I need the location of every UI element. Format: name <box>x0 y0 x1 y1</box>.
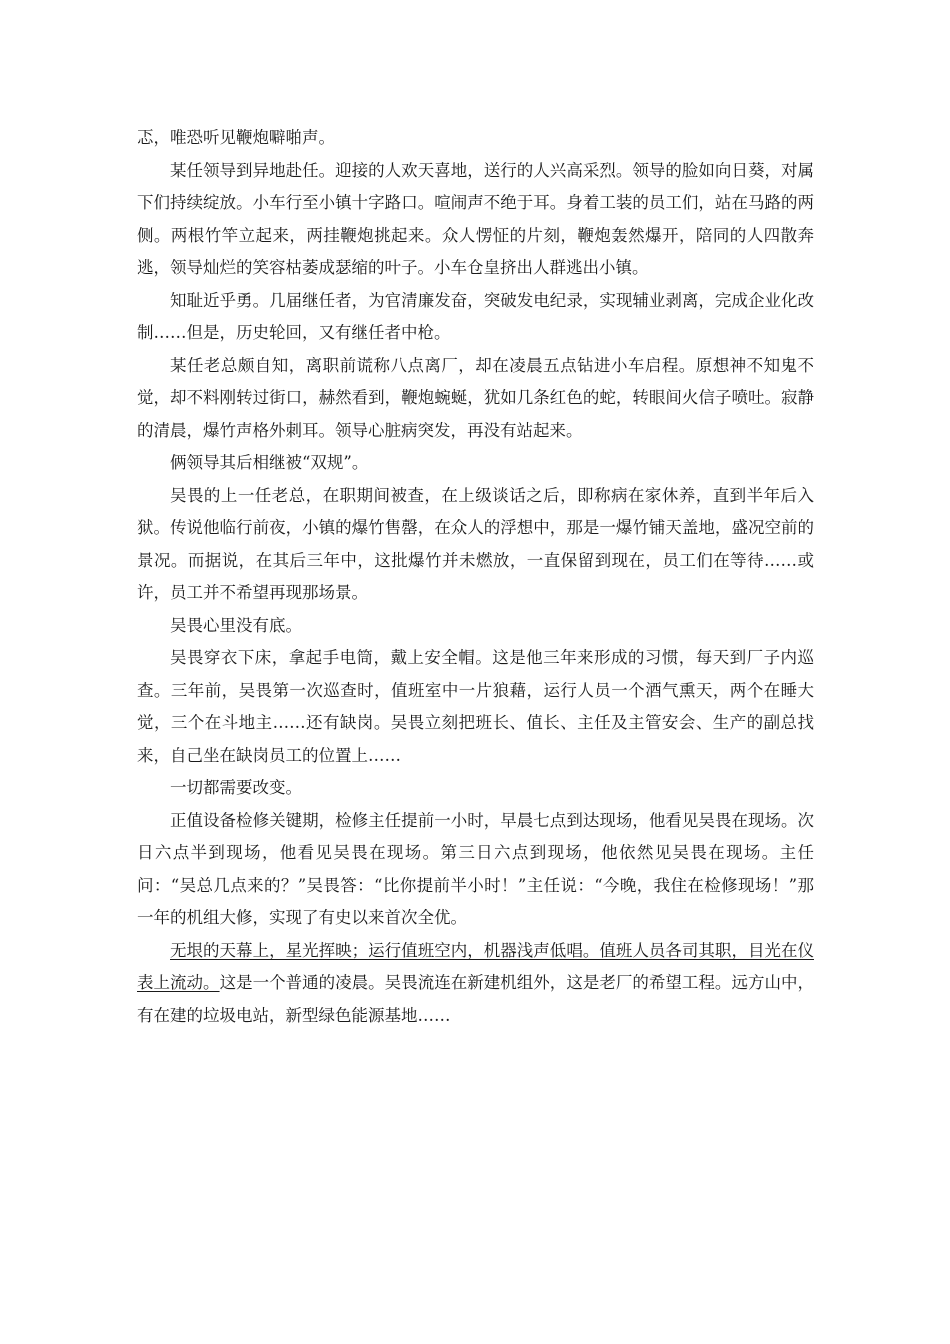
paragraph-11 <box>137 935 814 1033</box>
paragraph-7: 吴畏心里没有底。 <box>170 615 302 635</box>
underlined-sentence: 无垠的天幕上，星光挥映；运行值班空内，机器浅声低唱。值班人员各司其职，目光在仪表上流动。 <box>137 940 814 992</box>
paragraph-1: 忑，唯恐听见鞭炮噼啪声。 <box>137 128 335 147</box>
paragraph-6: 吴畏的上一任老总，在职期间被查，在上级谈话之后，即称病在家休养，直到半年后入狱。传说他临行前夜，小镇的爆竹售罄，在众人的浮想中，那是一爆竹铺天盖地，盛况空前的景况。而据说，在其后三年中，这批爆竹并未燃放，一直保留到现在，员工们在等待……或许，员工并不希望再现那场景。 <box>137 485 814 602</box>
paragraph-11-text: 这是一个普通的凌晨。吴畏流连在新建机组外，这是老厂的希望工程。远方山中，有在建的垃圾电站，新型绿色能源基地…… <box>137 973 814 1025</box>
paragraph-4: 某任老总颇自知，离职前谎称八点离厂，却在凌晨五点钻进小车启程。原想神不知鬼不觉，却不料刚转过街口，赫然看到，鞭炮蜿蜒，犹如几条红色的蛇，转眼间火信子喷吐。寂静的清晨，爆竹声格外刺耳。领导心脏病突发，再没有站起来。 <box>137 355 814 440</box>
paragraph-3: 知耻近乎勇。几届继任者，为官清廉发奋，突破发电纪录，实现辅业剥离，完成企业化改制……但是，历史轮回，又有继任者中枪。 <box>137 290 814 342</box>
document-page <box>137 122 814 1032</box>
paragraph-2: 某任领导到异地赴任。迎接的人欢天喜地，送行的人兴高采烈。领导的脸如向日葵，对属下们持续绽放。小车行至小镇十字路口。喧闹声不绝于耳。身着工装的员工们，站在马路的两侧。两根竹竿立起来，两挂鞭炮挑起来。众人愣怔的片刻，鞭炮轰然爆开，陪同的人四散奔逃，领导灿烂的笑容枯萎成瑟缩的叶子。小车仓皇挤出人群逃出小镇。 <box>137 160 814 277</box>
paragraph-9: 一切都需要改变。 <box>170 778 302 797</box>
paragraph-5: 俩领导其后相继被“双规”。 <box>170 453 369 472</box>
paragraph-10: 正值设备检修关键期，检修主任提前一小时，早晨七点到达现场，他看见吴畏在现场。次日六点半到现场，他看见吴畏在现场。第三日六点到现场，他依然见吴畏在现场。主任问：“吴总几点来的？”吴畏答：“比你提前半小时！”主任说：“今晚，我住在检修现场！”那一年的机组大修，实现了有史以来首次全优。 <box>137 810 814 927</box>
paragraph-8: 吴畏穿衣下床，拿起手电筒，戴上安全帽。这是他三年来形成的习惯，每天到厂子内巡查。三年前，吴畏第一次巡查时，值班室中一片狼藉，运行人员一个酒气熏天，两个在睡大觉，三个在斗地主……还有缺岗。吴畏立刻把班长、值长、主任及主管安会、生产的副总找来，自己坐在缺岗员工的位置上…… <box>137 648 814 765</box>
